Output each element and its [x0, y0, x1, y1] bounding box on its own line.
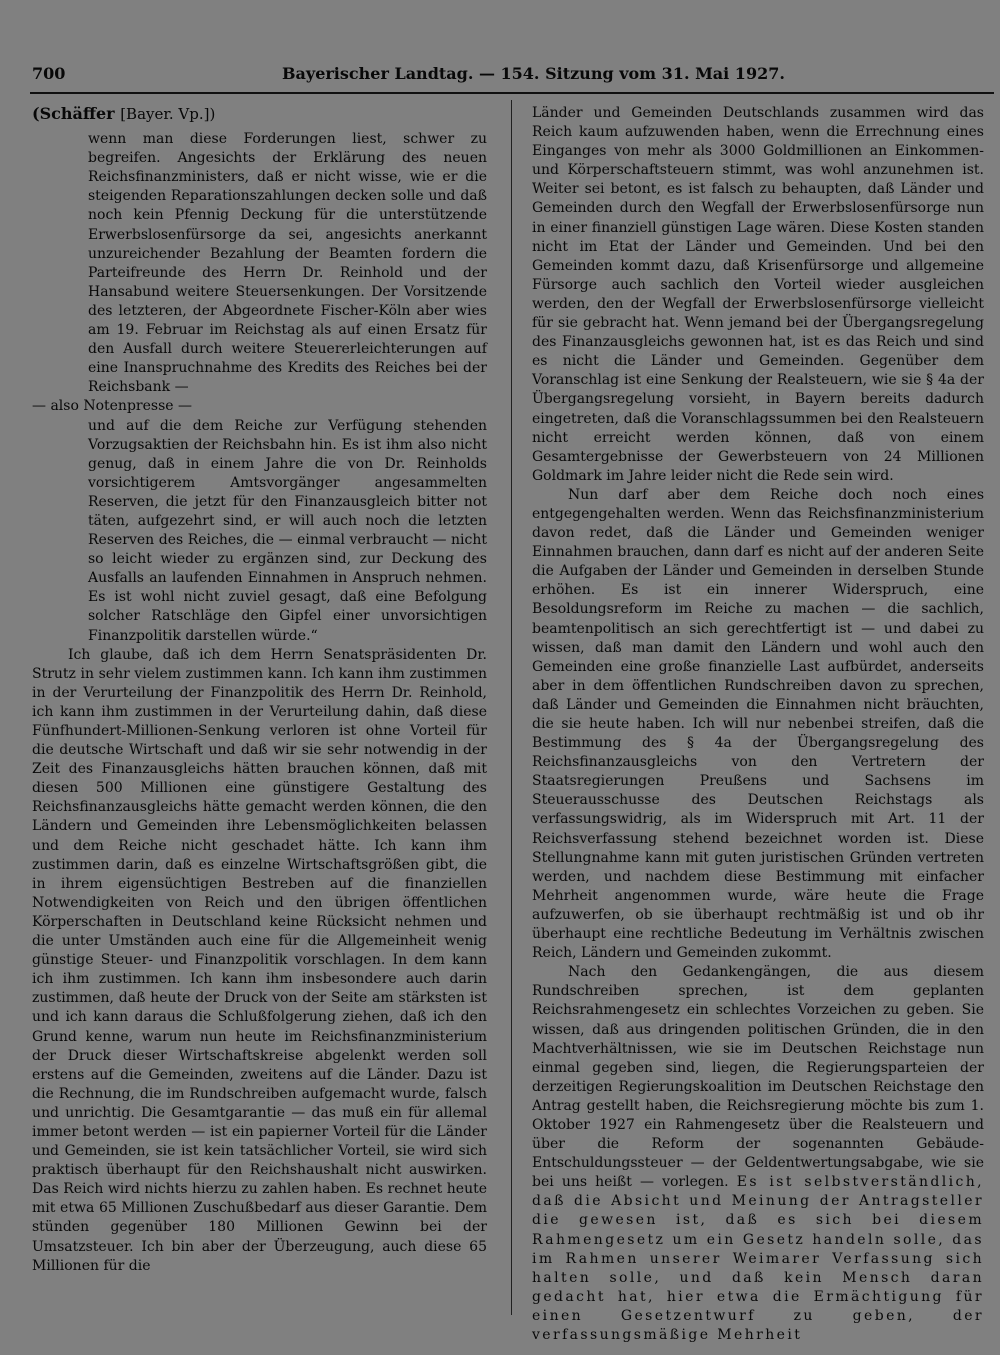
left-column	[32, 104, 487, 1276]
page-header	[32, 64, 785, 88]
body-paragraph: Nun darf aber dem Reiche doch noch eines entgegengehalten werden. Wenn das Reichsfinanzministerium davon redet, daß die Länder und Gemeinden weniger Einnahmen brauchen, dann darf es nicht auf der anderen Seite die Aufgaben der Länder und Gemeinden in derselben Stunde erhöhen. Es ist ein innerer Widerspruch, eine Besoldungsreform im Reiche zu machen — die sachlich, beamtenpolitisch an sich gerechtfertigt ist — und dabei zu wissen, daß man damit den Ländern und wohl auch den Gemeinden eine große finanzielle Last aufbürdet, anderseits aber in dem öffentlichen Rundschreiben davon zu sprechen, daß Länder und Gemeinden die Einnahmen nicht bräuchten, die sie heute haben. Ich will nur nebenbei streifen, daß die Bestimmung des § 4a der Übergangsregelung des Reichsfinanzausgleichs von den Vertretern der Staatsregierungen Preußens und Sachsens im Steuerausschusse des Deutschen Reichstags als verfassungswidrig, als im Widerspruch mit Art. 11 der Reichsverfassung stehend bezeichnet worden ist. Diese Stellungnahme kann mit guten juristischen Gründen vertreten werden, und nachdem diese Bestimmung mit einfacher Mehrheit angenommen wurde, wäre heute die Frage aufzuwerfen, ob sie überhaupt rechtmäßig ist und ob ihr überhaupt eine rechtliche Bedeutung im Verhältnis zwischen Reich, Ländern und Gemeinden zukommt.	[532, 486, 984, 962]
quote-part-1: wenn man diese Forderungen liest, schwer zu begreifen. Angesichts der Erklärung des neuen Reichsfinanzministers, daß er nicht wisse, wie er die steigenden Reparationszahlungen decken solle und daß noch kein Pfennig Deckung für die unterstützende Erwerbslosenfürsorge da sei, angesichts anerkannt unzureichender Bezahlung der Beamten fordern die Parteifreunde des Herrn Dr. Reinhold und der Hansabund weitere Steuersenkungen. Der Vorsitzende des letzteren, der Abgeordnete Fischer-Köln aber wies am 19. Februar im Reichstag als auf einen Ersatz für den Ausfall durch weitere Steuererleichterungen auf eine Inanspruchnahme des Kredits des Reiches bei der Reichsbank —	[88, 131, 487, 396]
running-title: Bayerischer Landtag. — 154. Sitzung vom 31. Mai 1927.	[282, 64, 785, 83]
body-paragraph: Länder und Gemeinden Deutschlands zusammen wird das Reich kaum aufzuwenden haben, wenn die Errechnung eines Einganges von mehr als 3000 Goldmillionen an Einkommen- und Körperschaftsteuern stimmt, was wohl anzunehmen ist. Weiter sei betont, es ist falsch zu behaupten, daß Länder und Gemeinden durch den Wegfall der Erwerbslosenfürsorge nun in einer finanziell günstigen Lage wären. Diese Kosten standen nicht im Etat der Länder und Gemeinden. Und bei den Gemeinden kommt dazu, daß Krisenfürsorge und allgemeine Fürsorge auch sachlich den Vorteil wieder ausgleichen werden, den der Wegfall der Erwerbslosenfürsorge vielleicht für sie gebracht hat. Wenn jemand bei der Übergangsregelung des Finanzausgleichs gewonnen hat, ist es das Reich und sind es nicht die Länder und Gemeinden. Gegenüber dem Voranschlag ist eine Senkung der Realsteuern, wie sie § 4a der Übergangsregelung vorsieht, in Bayern bereits dadurch eingetreten, daß die Voranschlagssummen bei den Realsteuern nicht erreicht werden können, daß von einem Gesamtergebnisse der Gewerbsteuern von 24 Millionen Goldmark im Jahre leider nicht die Rede sein wird.	[532, 105, 984, 484]
emphasized-text: Es ist selbstverständlich, daß die Absicht und Meinung der Antragsteller die gewesen ist, daß es sich bei diesem Rahmengesetz um ein Gesetz handeln solle, das im Rahmen unserer Weimarer Verfassung sich halten solle, und daß kein Mensch daran gedacht hat, hier etwa die Ermächtigung für einen Gesetzentwurf zu geben, der verfassungsmäßige Mehrheit	[532, 1174, 985, 1343]
header-rule	[30, 92, 994, 94]
speaker-heading	[32, 104, 487, 124]
speaker-name: (Schäffer	[32, 104, 115, 123]
body-paragraph	[532, 963, 984, 1345]
paragraph-text: Nach den Gedankengängen, die aus diesem Rundschreiben sprechen, ist dem geplanten Reichsrahmengesetz ein schlechtes Vorzeichen zu geben. Sie wissen, daß aus dringenden politischen Gründen, die in den Machtverhältnissen, wie sie im Deutschen Reichstage nun einmal gegeben sind, liegen, die Regierungsparteien der derzeitigen Regierungskoalition im Deutschen Reichstage den Antrag gestellt haben, die Reichsregierung möchte bis zum 1. Oktober 1927 ein Rahmengesetz über die Realsteuern und über die Reform der sogenannten Gebäude-Entschuldungssteuer — der Geldentwertungsabgabe, wie sie bei uns heißt — vorlegen.	[532, 964, 984, 1191]
body-paragraph: Ich glaube, daß ich dem Herrn Senatspräsidenten Dr. Strutz in sehr vielem zustimmen kann. Ich kann ihm zustimmen in der Verurteilung der Finanzpolitik des Herrn Dr. Reinhold, ich kann ihm zustimmen in der Verurteilung dahin, daß diese Fünfhundert-Millionen-Senkung verloren ist ohne Vorteil für die deutsche Wirtschaft und daß wir sie sehr notwendig in der Zeit des Finanzausgleichs hätten brauchen können, daß mit diesen 500 Millionen eine günstigere Gestaltung des Reichsfinanzausgleichs hätte gemacht werden können, die den Ländern und Gemeinden ihre Lebensmöglichkeiten belassen und dem Reiche nicht geschadet hätte. Ich kann ihm zustimmen darin, daß es einzelne Wirtschaftsgrößen gibt, die in ihrem eigensüchtigen Bestreben auf die finanziellen Notwendigkeiten von Reich und den übrigen öffentlichen Körperschaften in Deutschland keine Rücksicht nehmen und die unter Umständen auch eine für die Allgemeinheit wenig günstige Steuer- und Finanzpolitik vorschlagen. In dem kann ich ihm zustimmen. Ich kann ihm insbesondere auch darin zustimmen, daß heute der Druck von der Seite am stärksten ist und ich kann daraus die Schlußfolgerung ziehen, daß ich den Grund kenne, warum nun heute im Reichsfinanzministerium der Druck dieser Wirtschaftskreise abgelenkt werden soll erstens auf die Gemeinden, zweitens auf die Länder. Dazu ist die Rechnung, die im Rundschreiben aufgemacht wurde, falsch und unrichtig. Die Gesamtgarantie — das muß ein für allemal immer betont werden — ist ein papierner Vorteil für die Länder und Gemeinden, sie ist kein tatsächlicher Vorteil, sie wird sich praktisch überhaupt für den Reichshaushalt nicht auswirken. Das Reich wird nichts hierzu zu zahlen haben. Es rechnet heute mit etwa 65 Millionen Zuschußbedarf aus dieser Garantie. Dem stünden gegenüber 180 Millionen Gewinn bei der Umsatzsteuer. Ich bin aber der Überzeugung, auch diese 65 Millionen für die	[32, 646, 487, 1274]
quote-aside: — also Notenpresse —	[32, 398, 192, 415]
column-divider	[511, 100, 512, 1315]
speaker-party: [Bayer. Vp.])	[120, 105, 216, 123]
page-number: 700	[32, 64, 66, 83]
right-column	[532, 104, 984, 1345]
quote-part-2: und auf die dem Reiche zur Verfügung stehenden Vorzugsaktien der Reichsbahn hin. Es ist ihm also nicht genug, daß in einem Jahre die von Dr. Reinholds vorsichtigerem Amtsvorgänger angesammelten Reserven, die jetzt für den Finanzausgleich bitter not täten, aufgezehrt sind, er will auch noch die letzten Reserven des Reiches, die — einmal verbraucht — nicht so leicht wieder zu ergänzen sind, zur Deckung des Ausfalls an laufenden Einnahmen in Anspruch nehmen. Es ist wohl nicht zuviel gesagt, daß eine Befolgung solcher Ratschläge den Gipfel einer unvorsichtigen Finanzpolitik darstellen würde.“	[88, 417, 487, 644]
